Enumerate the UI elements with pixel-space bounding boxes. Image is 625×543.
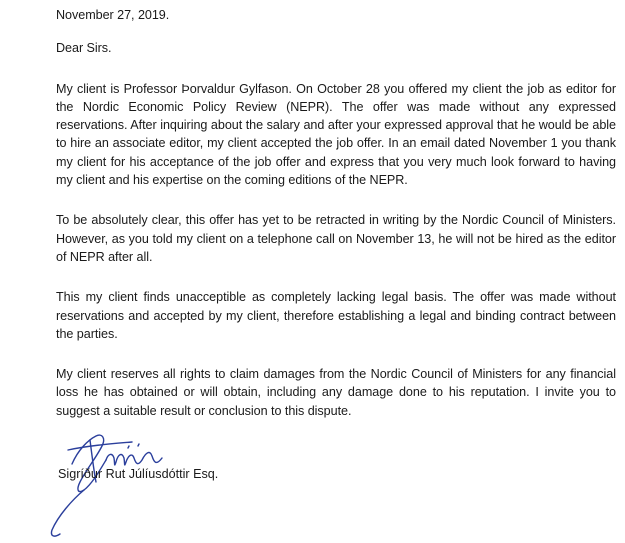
signature-stroke bbox=[128, 446, 129, 448]
paragraph-3: This my client finds unacceptible as completely lacking legal basis. The offer was made without reservations and accepted by my client, therefore establishing a legal and binding contract between the parties. bbox=[56, 290, 616, 341]
paragraph-4: My client reserves all rights to claim damages from the Nordic Council of Ministers for any financial loss he has obtained or will obtain, including any damage done to his reputation. I invite you to suggest a suitable result or conclusion to this dispute. bbox=[56, 367, 616, 418]
paragraph-2: To be absolutely clear, this offer has yet to be retracted in writing by the Nordic Council of Ministers. However, as you told my client on a telephone call on November 13, he will not be hired as the editor of NEPR after all. bbox=[56, 213, 616, 264]
signature-stroke bbox=[72, 435, 106, 491]
signature-stroke bbox=[138, 444, 139, 446]
signature-stroke bbox=[106, 453, 162, 465]
letter-body bbox=[56, 6, 616, 420]
signer-name: Sigríður Rut Júlíusdóttir Esq. bbox=[58, 467, 219, 481]
paragraph-1: My client is Professor Þorvaldur Gylfason. On October 28 you offered my client the job as editor for the Nordic Economic Policy Review (NEPR). The offer was made without any expressed reservations. After inquiring about the salary and after your expressed approval that he would be able to hire an associate editor, my client accepted the job offer. In an email dated November 1 you thank my client for his acceptance of the job offer and express that you very much look forward to having my client and his expertise on the coming editions of the NEPR. bbox=[56, 81, 616, 188]
letter-date: November 27, 2019. bbox=[56, 8, 170, 22]
salutation: Dear Sirs. bbox=[56, 41, 112, 56]
signature-stroke bbox=[51, 490, 84, 536]
